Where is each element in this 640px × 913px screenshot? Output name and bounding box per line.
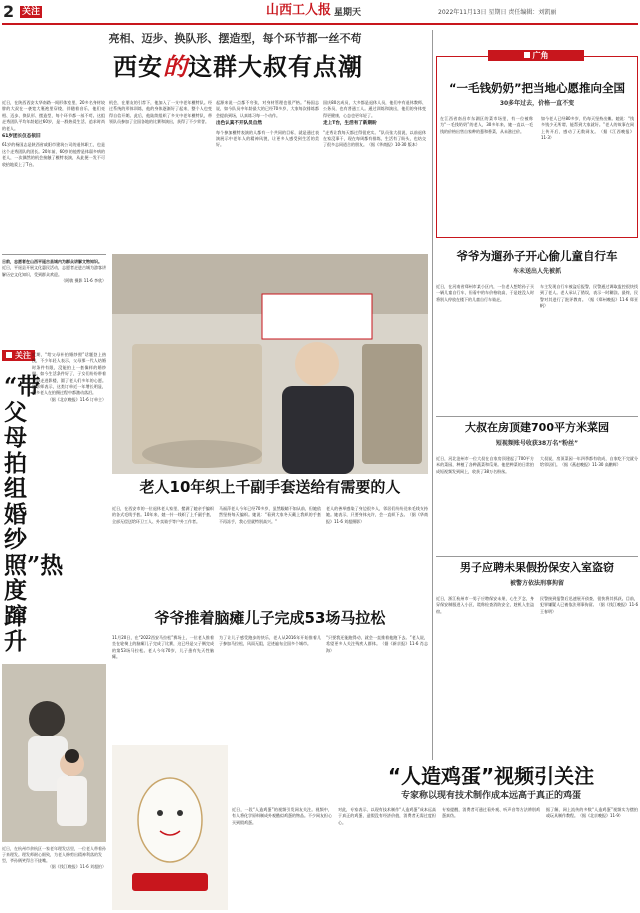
barber-caption-text: 近日，在杭州市余杭区一家老年理发店里，一位老人带着孙子来理发。理发师耐心细致，为老人修剪出精神利落的发型，爷孙俩笑得合不拢嘴。 (2, 846, 106, 863)
care-col3-text: “只要我还能跑得动，就会一直推着他跑下去。”老人说，希望更多人关注残疾人群体。（据《新京报》11·6 肖志海） (326, 635, 428, 653)
ad-col-2 (541, 116, 634, 234)
ad-subtitle: 30多年过去，价格一直不变 (499, 100, 575, 107)
date-line: 2022年11月13日 星期日 责任编辑：刘凯丽 (438, 9, 557, 16)
care-headline: 爷爷推着脑瘫儿子完成53场马拉松 (154, 609, 386, 627)
photo-note-box (2, 254, 106, 329)
fraud-headline: 男子应聘未果假扮保安入室盗窃 (460, 561, 614, 574)
lead-col1-subhead: 61岁团长仪态依旧 (2, 134, 41, 140)
lead-col-1 (2, 100, 105, 247)
dapper-col-2 (540, 456, 638, 554)
lead-col3-text: 起源来说一点都不夸张，对身材管理也很严格。”杨国志说，如今队员中年龄最大的已经70多岁，大家每次排练都会提前到场，认真练习每一个动作。 (216, 100, 319, 118)
care-col2-text: 为了让儿子感受跑步的快乐，老人从2016年开始推着儿子参加马拉松，风雨无阻，足迹遍布全国多个城市。 (219, 635, 321, 647)
knit-photo-illustration (112, 254, 428, 474)
lead-col-2 (109, 100, 212, 247)
grandpa-col-1 (436, 284, 534, 412)
lead-col2-text: 机会，在朋友的引荐下，他加入了一支中老年模特队。经过系统的形体训练，他的身体逐渐好了起来，整个人也变得自信开朗。此后，他陆续组织了多支中老年模特队，带领队员参加了全国各地的比赛和演出，获得了不少荣誉。 (109, 100, 212, 125)
egg-col1-text: 近日，一段“人造鸡蛋”的视频引发网友关注。视频中，有人将化学原料制成外观酷似鸡蛋的物品。不少网友担心买到假鸡蛋。 (232, 807, 332, 825)
lead-col-3 (216, 100, 319, 247)
focus-body-text: 近期，“给父母补拍婚纱照”话题登上热搜，不少年轻人表示，父母那一代人结婚时条件有限，没能拍上一套像样的婚纱照。如今生活条件好了，子女们纷纷带着父母走进影楼，圆了老人们多年的心愿。摄影师表示，这类订单近一年增长明显，很多老人在拍摄过程中都激动落泪。 (32, 352, 106, 396)
newspaper-logo: 山西工人报 (266, 3, 332, 18)
lead-col-4 (323, 100, 426, 247)
dapper-col2-text: 大叔说，房顶菜园一年四季都有收成，自家吃不完就分给邻居们。（据《燕赵晚报》11·30 高鹏辉） (540, 456, 638, 468)
ad-tag-label: 广角 (532, 51, 549, 60)
fraud-col-1 (436, 596, 534, 696)
lead-headline-post: 这群大叔有点潮 (188, 53, 363, 81)
ad-tag (488, 50, 584, 61)
lead-headline-pre: 西安 (113, 53, 163, 81)
knit-photo (112, 254, 428, 474)
column-divider (432, 30, 433, 760)
lead-col4b-text: “走秀让我每天都过得很充实。”队员张大叔说，以前退休在家没事干，现在每周都有排练，生活有了盼头，也结交了很多志同道合的朋友。（据《华商报》10·30 版本） (323, 129, 426, 148)
photo-note-caption: 日前，志愿者在山西平遥古县城内为群众讲解文物知识。 (2, 259, 102, 264)
page-header (0, 0, 640, 24)
lead-col1-text: 近日，在陕西西安太华南路一间形体室里，20多名身材较胖的大叔在一袭宽大裹袍里穿梭，伴随着音乐，他们亮相、迈步、换队形、摆造型，每个环节都一丝不苟。这组走秀团队平均年龄超过60岁，是一群热爱生活、追求时尚的老人。 (2, 100, 105, 131)
lead-col1b-text: 61岁的杨国志是陕西省咸阳市建筑公司的退休职工，也是这个走秀团队的团长。20年前，60岁的他曾是体弱多病的老人，一次偶然的机会接触了模特表演，从此便一发不可收拾地爱上了T台。 (2, 142, 105, 167)
ad-col-1 (440, 116, 533, 234)
barber-caption-credit: （据《钱江晚报》11·6 刘超拍） (47, 864, 106, 869)
lead-col4-text: 国庆80名成员，大多都是退休人员，他们中有退休教师、公务员，也有普通工人。通过训练和演出，他们的身体变得更健康，心态也更年轻了。 (323, 100, 426, 118)
knit-col-2 (219, 506, 321, 600)
focus-body (32, 352, 106, 634)
fraud-col1-text: 近日，浙江杭州市一男子应聘保安未果，心生歹念，身穿保安制服进入小区，谎称检查消防安全，趁机入室盗窃。 (436, 596, 534, 614)
barber-photo (2, 664, 106, 842)
ad-col2-text: 如今老人已经80多岁，仍每天坚持出摊。她说：“钱多钱少无所谓，能帮到大家就好。”老人的故事在网上传开后，感动了无数网友。（据《江西晚报》11·3） (541, 116, 634, 141)
grandpa-col1-text: 近日，在河南省郑州市某小区内，一位老人想给孙子买一辆儿童自行车，但看中的车价格较高，于是趁没人时将别人停放在楼下的儿童自行车骑走。 (436, 284, 534, 302)
lead-headline (58, 52, 418, 82)
focus-credit: （据《北京晚报》11·6 订单主） (47, 396, 106, 402)
focus-tag-label: 关注 (15, 351, 31, 360)
ad-col1-text: 在江西省南昌市东湖区的菜市场里，有一位被称为“一毛钱奶奶”的老人，30多年来，她一直以一毛钱的价格出售自家种的葱和香菜，从未涨过价。 (440, 116, 533, 134)
header-rule (2, 23, 638, 25)
photo-note-credit: （阿敏 摄影 11·6 李欣） (61, 278, 106, 284)
photo-note-text: 近日，平遥县开展文化惠民活动，志愿者走进古城为游客讲解历史文化知识，受到群众欢迎。 (2, 265, 106, 277)
grandpa-col-2 (540, 284, 638, 412)
square-icon (524, 52, 530, 58)
grandpa-col2-text: 车主发现自行车被盗后报警，民警通过调取监控很快找到了老人。老人承认了错误，表示一时糊涂。最终，民警对其进行了批评教育。（据《郑州晚报》11·6 郑亚帆） (540, 284, 638, 309)
dapper-col-1 (436, 456, 534, 554)
grandpa-subtitle: 车未送出人先被抓 (512, 268, 561, 275)
lead-col4-subhead: 走上T台，生活有了新期盼 (323, 121, 377, 127)
lead-headline-highlight: 的 (163, 52, 188, 81)
barber-photo-caption (2, 846, 106, 910)
section-label: 关注 (22, 7, 41, 17)
egg-col-4 (546, 807, 638, 910)
fraud-subtitle: 被警方依法刑事拘留 (509, 580, 564, 587)
knit-col3-text: 老人的善举感染了身边很多人，邻居们纷纷送来毛线支持她。她表示，只要身体允许，会一直织下去。（据《华商报》11·6 刘超摄影） (326, 506, 428, 524)
focus-vertical-title: “带父母拍组婚纱照”热度蹿升 (4, 373, 64, 655)
egg-col2-text: 对此，专家表示，以现有技术制作“人造鸡蛋”成本远高于真正的鸡蛋，造假没有经济价值，消费者无需过度担心。 (338, 807, 436, 825)
fraud-col-2 (540, 596, 638, 696)
dapper-subtitle: 短视频账号收获38万名“粉丝” (495, 440, 579, 447)
knit-headline: 老人10年织上千副手套送给有需要的人 (139, 478, 401, 496)
divider (436, 416, 638, 417)
care-col-1 (112, 635, 214, 742)
divider (436, 556, 638, 557)
fraud-col2-text: 民警接到报警后迅速展开侦查，很快将其抓获。目前，犯罪嫌疑人已被依法刑事拘留。（据《钱江晚报》11·6 王春明） (540, 596, 638, 614)
care-col1-text: 11月20日，在“2022西安马拉松”赛场上，一位老人推着坐在轮椅上的脑瘫儿子完成了比赛，这已经是父子俩完成的第53场马拉松。老人今年70岁，儿子患有先天性脑瘫。 (112, 635, 214, 660)
lead-kicker: 亮相、迈步、换队形、摆造型，每个环节都一丝不苟 (108, 32, 362, 45)
egg-illustration (112, 745, 228, 910)
knit-col-3 (326, 506, 428, 600)
page-number: 2 (3, 2, 15, 21)
focus-tag (2, 350, 35, 361)
egg-cartoon (112, 745, 228, 910)
egg-col3-text: 专家提醒，消费者可通过看外观、听声音等方法辨别鸡蛋真伪。 (442, 807, 540, 819)
grandpa-headline: 爷爷为遛孙子开心偷儿童自行车 (456, 249, 618, 263)
egg-col-1 (232, 807, 332, 910)
weekday: 星期天 (334, 8, 362, 18)
dapper-col1-text: 近日，河北沧州市一位大叔在自家房顶建起了700平方米的菜园，种植了各种蔬菜和瓜果。他把种菜的日常拍成短视频发到网上，收获了38万名粉丝。 (436, 456, 534, 474)
egg-col-3 (442, 807, 540, 910)
egg-subtitle: 专家称以现有技术制作成本远高于真正的鸡蛋 (400, 791, 581, 801)
egg-headline: “人造鸡蛋”视频引关注 (387, 764, 595, 788)
care-col-3 (326, 635, 428, 742)
knit-col2-text: 马福萍老人今年已经70多岁，虽然眼睛不如从前，但她依然坚持每天编织。她说：“看到大家冬天戴上我织的手套不再冻手，我心里就特别高兴。” (219, 506, 321, 524)
barber-photo-illustration (2, 664, 106, 842)
care-col-2 (219, 635, 321, 742)
knit-col1-text: 近日，在西安市的一位退休老人家里，摆满了她亲手编织的各式毛线手套。10年来，她一针一线织了上千副手套，全部无偿送给环卫工人、外卖骑手等户外工作者。 (112, 506, 214, 524)
lead-col3-subhead: 出色认真不开队员自然 (216, 121, 262, 127)
square-icon (6, 352, 12, 358)
knit-col-1 (112, 506, 214, 600)
ad-headline: “一毛钱奶奶”把当地心愿推向全国 (448, 81, 626, 95)
egg-col4-text: 据了解，网上流传的多数“人造鸡蛋”视频实为摆拍或玩具制作教程。（据《北京晚报》11·9） (546, 807, 638, 819)
egg-col-2 (338, 807, 436, 910)
lead-col3b-text: 每个参加模特表演的人都有一个共同的目标，就是通过表演展示中老年人的精神风貌，让更多人感受到生活的美好。 (216, 129, 319, 148)
dapper-headline: 大叔在房顶建700平方米菜园 (465, 421, 609, 434)
